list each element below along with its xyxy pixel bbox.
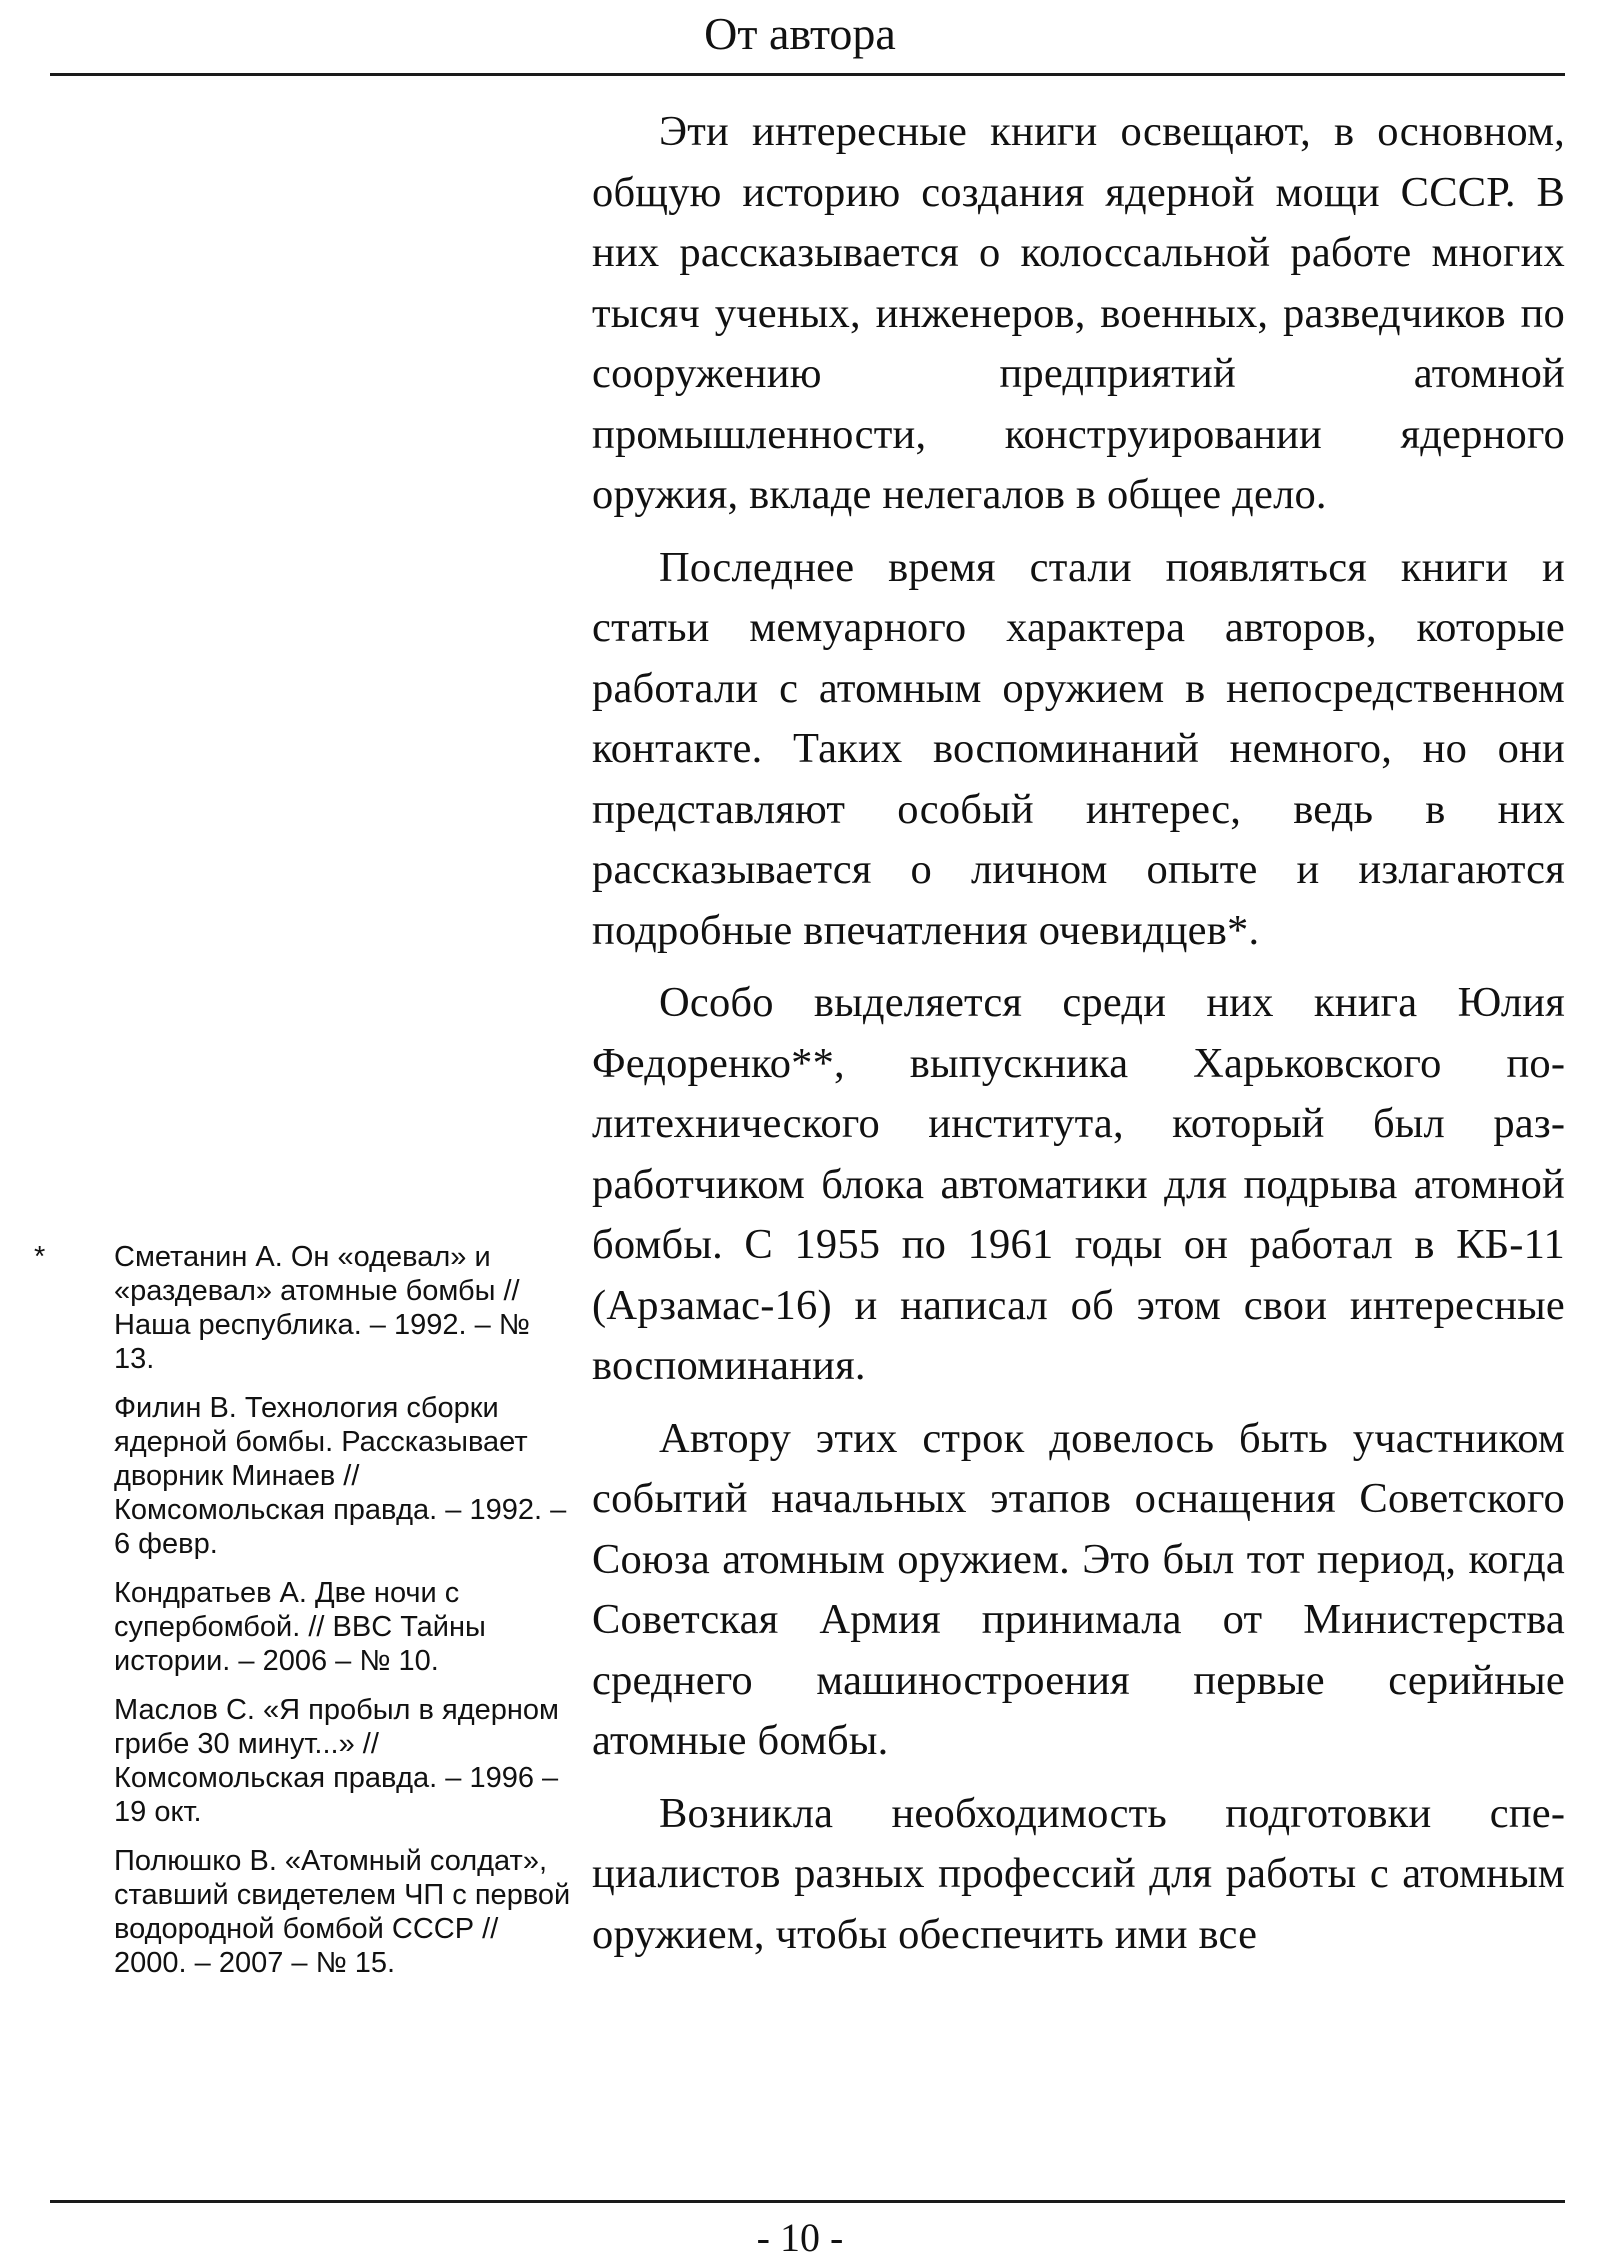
- footer-rule: [50, 2200, 1565, 2203]
- footnote-marker: *: [34, 1241, 46, 1273]
- footnote-text: Кондратьев А. Две ночи с супербомбой. // BBC Тайны истории. – 2006 – № 10.: [114, 1577, 486, 1677]
- footnote: [34, 1391, 574, 1561]
- footnote: [34, 1693, 574, 1829]
- footnotes: [34, 1240, 574, 1995]
- footnote-text: Полюшко В. «Атомный солдат», ставший свидетелем ЧП с первой водородной бомбой СССР // 2000. – 2007 – № 15.: [114, 1845, 571, 1979]
- paragraph: Последнее время стали появляться книги и статьи мемуарного характера авторов, которые работали с атомным оружием в непосредственном контакте. Таких воспоминаний немного, но они представляют особый интерес, ведь в них рассказывается о личном опыте и излагаются подробные впечатления очевидцев*.: [592, 543, 1565, 954]
- page-header-title: От автора: [704, 8, 896, 59]
- main-text: [592, 102, 1565, 1977]
- footnote: [34, 1576, 574, 1678]
- footnote: [34, 1844, 574, 1980]
- footnote: [34, 1240, 574, 1376]
- paragraph: Эти интересные книги освещают, в основном, общую историю создания ядерной мощи СССР. В них рассказывается о колоссальной работе многих тысяч ученых, инженеров, военных, разведчиков по сооружению предприятий атомной промышленности, конструировании ядерного оружия, вкладе нелегалов в общее дело.: [592, 108, 1565, 518]
- footnote-text: Маслов С. «Я пробыл в ядерном грибе 30 минут...» // Комсомольская правда. – 1996 – 19 окт.: [114, 1694, 559, 1828]
- footnote-text: Филин В. Технология сборки ядерной бомбы. Рассказывает дворник Минаев // Комсомольская правда. – 1992. – 6 февр.: [114, 1392, 567, 1560]
- page-number: - 10 -: [756, 2215, 844, 2260]
- paragraph: Особо выделяется среди них книга Юлия Федоренко**, выпускника Харьковского политехнического института, который был разработчиком блока автоматики для подрыва атомной бомбы. С 1955 по 1961 годы он работал в КБ-11 (Арзамас-16) и написал об этом свои интересные воспоминания.: [592, 979, 1565, 1389]
- paragraph: Возникла необходимость подготовки специалистов разных профессий для работы с атомным оружием, чтобы обеспечить ими все: [592, 1789, 1565, 1958]
- footnote-text: Сметанин А. Он «одевал» и «раздевал» атомные бомбы //Наша республика. – 1992. – № 13.: [114, 1241, 530, 1375]
- header-rule: [50, 73, 1565, 76]
- paragraph: Автору этих строк довелось быть участником событий начальных этапов оснащения Советского Союза атомным оружием. Это был тот период, когда Советская Армия принимала от Министерства среднего машиностроения первые серийные атомные бомбы.: [592, 1414, 1565, 1764]
